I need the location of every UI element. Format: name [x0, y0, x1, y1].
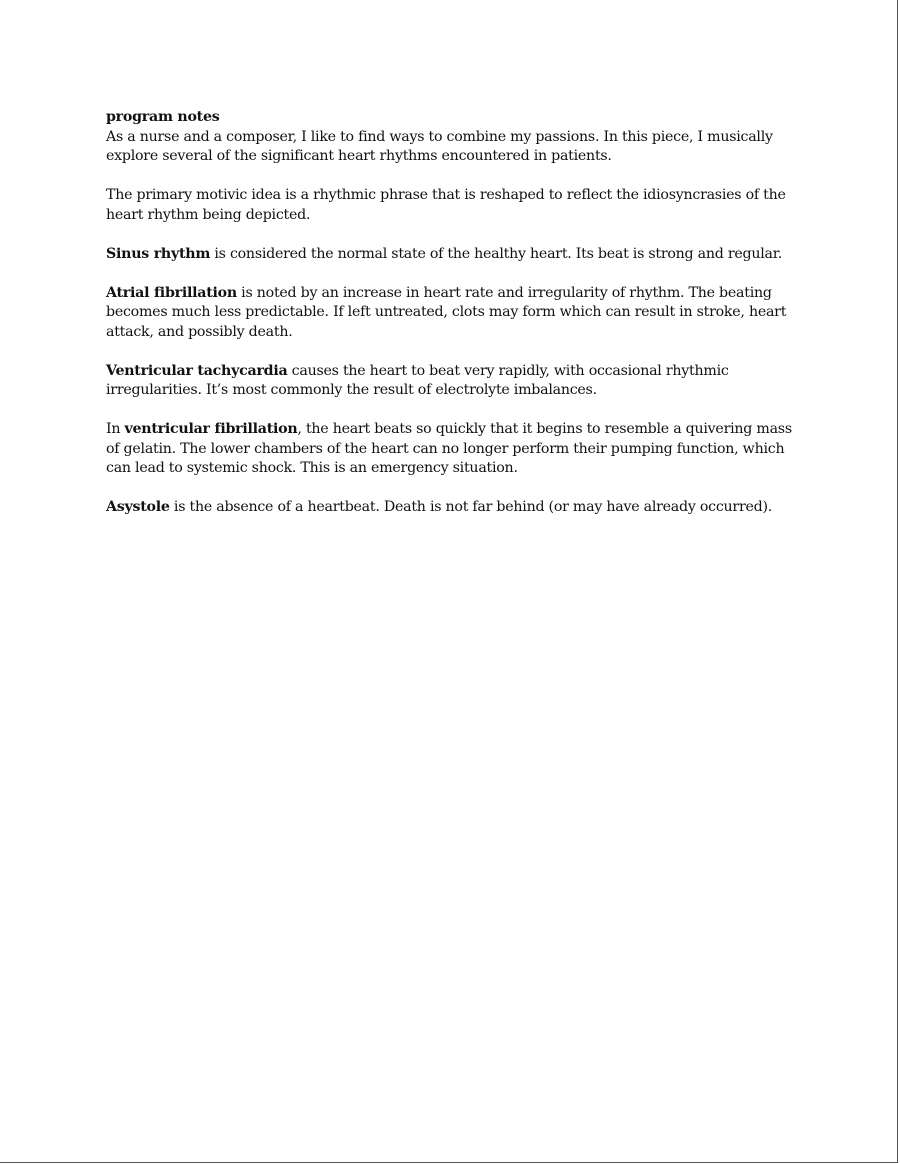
motive-paragraph: The primary motivic idea is a rhythmic phrase that is reshaped to reflect the idiosyncrasies of the heart rhythm being depicted. — [106, 187, 786, 223]
asystole-paragraph — [106, 498, 796, 518]
atrial-fibrillation-paragraph — [106, 284, 796, 343]
ventricular-fibrillation-text: , the heart beats so quickly that it begins to resemble a quivering mass of gelatin. The lower chambers of the heart can no longer perform their pumping function, which can lead to systemic shock. This is an emergency situation. — [106, 421, 792, 476]
program-notes-heading: program notes — [106, 109, 220, 125]
asystole-text: is the absence of a heartbeat. Death is not far behind (or may have already occurred). — [169, 499, 773, 515]
ventricular-tachycardia-text: causes the heart to beat very rapidly, with occasional rhythmic irregularities. It’s most commonly the result of electrolyte imbalances. — [106, 362, 729, 398]
atrial-fibrillation-text: is noted by an increase in heart rate and irregularity of rhythm. The beating becomes much less predictable. If left untreated, clots may form which can result in stroke, heart attack, and possibly death. — [106, 284, 787, 340]
intro-paragraph: As a nurse and a composer, I like to find ways to combine my passions. In this piece, I musically explore several of the significant heart rhythms encountered in patients. — [106, 128, 773, 164]
atrial-fibrillation-term: Atrial fibrillation — [106, 284, 237, 301]
sinus-rhythm-text: is considered the normal state of the healthy heart. Its beat is strong and regular. — [210, 245, 782, 262]
ventricular-tachycardia-paragraph — [106, 362, 796, 401]
program-notes — [106, 108, 796, 537]
ventricular-fibrillation-term: ventricular fibrillation — [124, 421, 298, 437]
sinus-rhythm-paragraph — [106, 245, 796, 265]
sinus-rhythm-term: Sinus rhythm — [106, 245, 211, 262]
ventricular-fibrillation-prefix: In — [106, 421, 125, 437]
ventricular-tachycardia-term: Ventricular tachycardia — [106, 362, 288, 379]
ventricular-fibrillation-paragraph — [106, 420, 796, 479]
asystole-term: Asystole — [106, 499, 170, 515]
